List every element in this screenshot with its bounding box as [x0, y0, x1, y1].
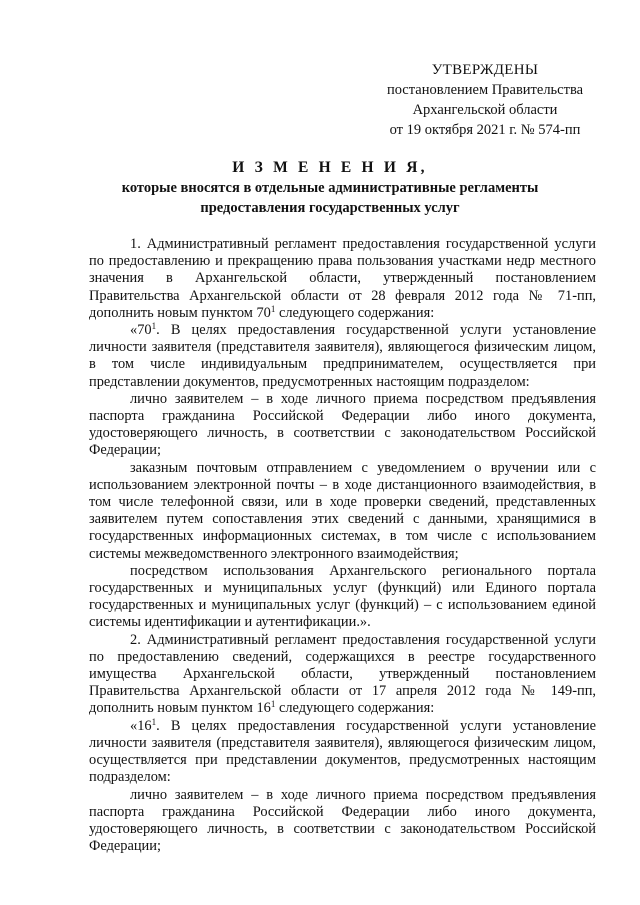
superscript: 1: [151, 321, 157, 332]
paragraph-text: 2. Административный регламент предоставления государственной услуги по предоставлению сведений, содержащихся в реестре государственного имущества Архангельской области, утвержденный постановлением Правительства Архангельской области от 17 апреля 2012 года № 149-пп, дополнить новым пунктом 16: [89, 631, 596, 717]
document-subtitle-line-1: которые вносятся в отдельные административные регламенты: [121, 180, 539, 196]
superscript: 1: [151, 716, 157, 727]
paragraph-text: 1. Административный регламент предоставления государственной услуги по предоставлению и прекращению права пользования участками недр местного значения в Архангельской области, утвержденный постановлением Правительства Архангельской области от 28 февраля 2012 года № 71-пп, дополнить новым пунктом 70: [89, 236, 596, 321]
paragraph-text: . В целях предоставления государственной услуги установление личности заявителя (представителя заявителя), являющегося физическим лицом, в том числе индивидуальным предпринимателем, осуществляется при представлении документов, предусмотренных настоящим подразделом:: [89, 322, 596, 390]
paragraph-item-1: [89, 236, 596, 322]
paragraph-registered-mail: заказным почтовым отправлением с уведомлением о вручении или с использованием электронной почты – в ходе дистанционного взаимодействия, в том числе телефонной связи, или в ходе проверки сведений, представленных заявителем путем сопоставления этих сведений с данными, хранящимися в государственных информационных системах, в том числе с использованием системы межведомственного электронного взаимодействия;: [89, 459, 596, 562]
paragraph-portal: посредством использования Архангельского регионального портала государственных и муниципальных услуг (функций) или Единого портала государственных и муниципальных услуг (функций) – с использованием единой системы идентификации и аутентификации.».: [89, 562, 596, 631]
paragraph-text: . В целях предоставления государственной услуги установление личности заявителя (представителя заявителя), являющегося физическим лицом, осуществляется при представлении документов, предусмотренных настоящим подразделом:: [89, 717, 596, 786]
approval-line-2: Архангельской области: [412, 102, 558, 118]
superscript: 1: [270, 303, 276, 314]
superscript: 1: [270, 699, 276, 710]
paragraph-in-person: лично заявителем – в ходе личного приема посредством предъявления паспорта гражданина Российской Федерации либо иного документа, удостоверяющего личность, в соответствии с законодательством Российской Федерации;: [89, 390, 596, 459]
approval-line-1: постановлением Правительства: [386, 82, 584, 98]
approval-line-3: от 19 октября 2021 г. № 574-пп: [389, 122, 581, 138]
document-title: И З М Е Н Е Н И Я,: [232, 159, 428, 176]
approval-stamp-block: [330, 60, 640, 140]
paragraph-text: следующего содержания:: [275, 700, 435, 717]
paragraph-text: следующего содержания:: [275, 304, 435, 321]
paragraph-item-2: [89, 632, 596, 718]
paragraph-point-70-1: [89, 322, 596, 391]
document-body: [89, 236, 596, 855]
document-title-block: [80, 158, 580, 218]
paragraph-in-person-2: лично заявителем – в ходе личного приема посредством предъявления паспорта гражданина Российской Федерации либо иного документа, удостоверяющего личность, в соответствии с законодательством Российской Федерации;: [89, 786, 596, 855]
paragraph-text: «70: [130, 322, 152, 339]
document-subtitle-line-2: предоставления государственных услуг: [200, 200, 460, 216]
approval-heading: УТВЕРЖДЕНЫ: [431, 62, 539, 78]
paragraph-text: «16: [130, 717, 152, 734]
paragraph-point-16-1: [89, 718, 596, 787]
